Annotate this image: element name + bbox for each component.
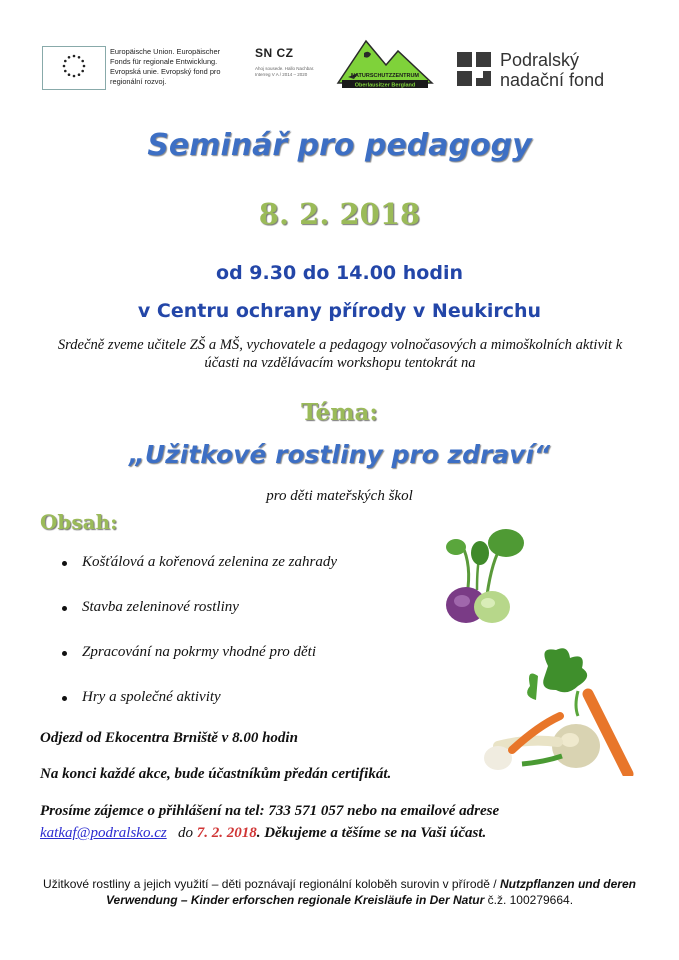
topic-label: Téma:	[301, 399, 378, 426]
eu-funding-text: Europäische Union. Europäischer Fonds für regionale Entwicklung. Evropská unie. Evropský fond pro regionální rozvoj.	[110, 47, 221, 86]
seminar-time: od 9.30 do 14.00 hodin	[216, 262, 463, 284]
closing-text: . Děkujeme a těšíme se na Vaši účast.	[256, 825, 487, 841]
vegetables-image	[478, 646, 658, 776]
sncz-subtitle: Ahoj sousede. Hallo Nachbar. Interreg V A / 2014 – 2020	[255, 66, 315, 77]
email-link[interactable]: katkaf@podralsko.cz	[40, 825, 167, 841]
sncz-logo	[255, 46, 325, 78]
footer-cz: Užitkové rostliny a jejich využití – děti poznávají regionální koloběh surovin v přírodě /	[43, 877, 497, 891]
seminar-date: 8. 2. 2018	[258, 197, 421, 231]
podralsky-icon	[457, 52, 491, 86]
sncz-mark: SN CZ	[255, 46, 294, 60]
list-item: Hry a společné aktivity	[60, 687, 420, 732]
footer-de: Nutzpflanzen und deren Verwendung – Kinder erforschen regionale Kreisläufe in Der Natur	[105, 877, 636, 907]
naturschutz-sub: Oberlausitzer Bergland	[354, 82, 416, 89]
kohlrabi-image	[432, 525, 527, 625]
podralsky-logo-text: Podralský nadační fond	[500, 50, 605, 90]
list-item: Zpracování na pokrmy vhodné pro děti	[60, 642, 420, 687]
naturschutzzentrum-logo	[336, 37, 434, 89]
departure-info: Odjezd od Ekocentra Brniště v 8.00 hodin	[40, 730, 298, 746]
topic-audience: pro děti mateřských škol	[266, 488, 413, 504]
content-label: Obsah:	[40, 510, 118, 534]
naturschutz-label: NATURSCHUTZZENTRUM	[350, 73, 420, 79]
registration-contact	[40, 825, 486, 842]
seminar-title: Seminář pro pedagogy	[147, 128, 532, 163]
project-footer	[30, 876, 649, 908]
topic-title: „Užitkové rostliny pro zdraví“	[128, 440, 551, 469]
registration-deadline: 7. 2. 2018	[196, 825, 257, 841]
intro-text: Srdečně zveme učitele ZŠ a MŠ, vychovatele a pedagogy volnočasových a mimoškolních aktivit k účasti na vzdělávacím workshopu tentokrát na	[57, 337, 623, 371]
footer-reg: č.ž. 100279664.	[484, 893, 574, 907]
content-list	[60, 552, 420, 732]
list-item: Košťálová a kořenová zelenina ze zahrady	[60, 552, 420, 597]
seminar-place: v Centru ochrany přírody v Neukirchu	[137, 300, 542, 322]
list-item: Stavba zeleninové rostliny	[60, 597, 420, 642]
registration-info: Prosíme zájemce o přihlášení na tel: 733 571 057 nebo na emailové adrese	[40, 803, 500, 819]
eu-flag-logo	[42, 46, 106, 90]
until-label: do	[177, 825, 193, 841]
certificate-info: Na konci každé akce, bude účastníkům předán certifikát.	[40, 766, 392, 782]
